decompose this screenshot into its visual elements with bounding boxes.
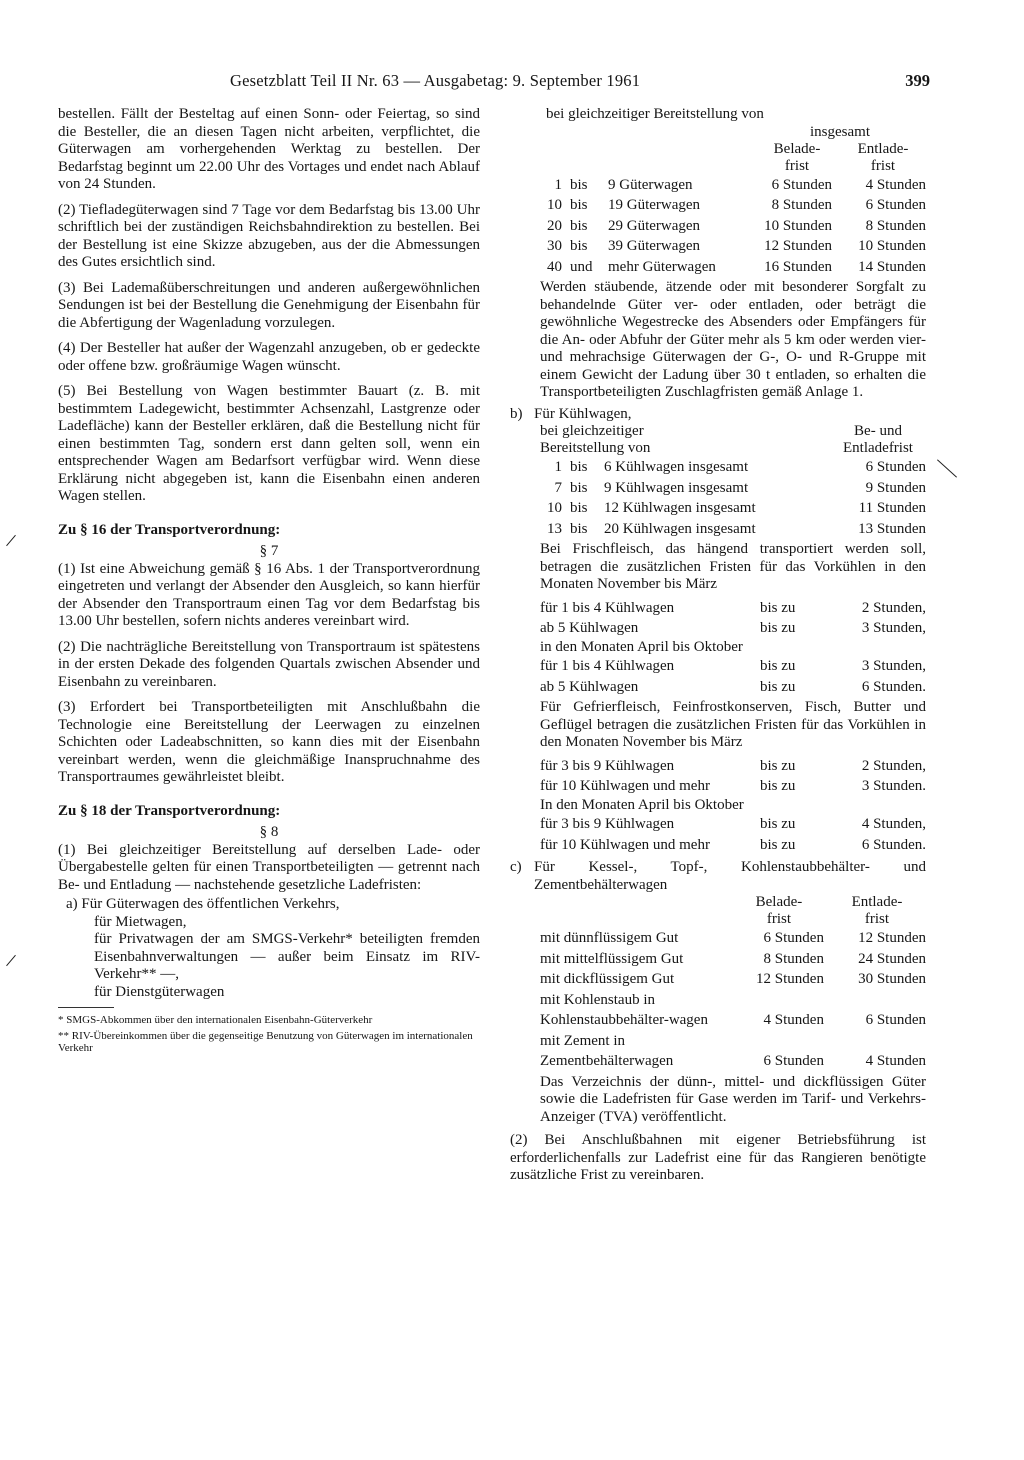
table-b-row — [540, 457, 926, 478]
table-c-row — [540, 949, 926, 970]
cooling-wagons: für 3 bis 9 Kühlwagen — [540, 816, 675, 832]
table-b-conj: bis — [570, 459, 588, 475]
table-a-row — [540, 175, 926, 196]
section-b-rows-1 — [540, 598, 926, 639]
cooling-wagons: für 10 Kühlwagen und mehr — [540, 836, 710, 853]
table-c-head-c1b: frist — [766, 911, 792, 927]
table-a-row — [540, 195, 926, 216]
table-a-entlade: 14 Stunden — [858, 258, 926, 275]
table-a-entlade: 10 Stunden — [858, 238, 926, 254]
table-a-entlade: 8 Stunden — [865, 217, 926, 234]
table-b-conj: bis — [570, 500, 588, 516]
cooling-time-row — [540, 776, 926, 797]
table-c-belade: 6 Stunden — [763, 930, 824, 946]
header-title: Gesetzblatt Teil II Nr. 63 — Ausgabetag: 9. September 1961 — [230, 71, 641, 90]
table-c-goods: mit dünnflüssigem Gut — [540, 930, 679, 946]
cooling-wagons: für 10 Kühlwagen und mehr — [540, 778, 710, 794]
table-a-conj: und — [570, 258, 593, 275]
margin-mark-1 — [937, 459, 957, 477]
cooling-wagons: für 3 bis 9 Kühlwagen — [540, 757, 675, 774]
table-a-entlade: 6 Stunden — [865, 197, 926, 213]
cooling-upto: bis zu — [760, 757, 796, 774]
cooling-time-row — [540, 618, 926, 639]
paragraph-continuation: bestellen. Fällt der Besteltag auf einen Sonn- oder Feiertag, so sind die Besteller, die an diesen Tagen nicht arbeiten, verpflichtet, die Güterwagen am vorhergehenden Werktag zu bestellen. Der Bedarfstag beginnt um 22.00 Uhr des Vortages und endet nach Ablauf von 24 Stunden. — [58, 106, 480, 192]
table-a-from: 30 — [547, 238, 562, 254]
table-c-row — [540, 990, 926, 1031]
table-a — [540, 124, 926, 278]
table-c-belade: 4 Stunden — [763, 1012, 824, 1028]
table-c-entlade: 12 Stunden — [858, 930, 926, 946]
table-c-entlade: 6 Stunden — [865, 1012, 926, 1028]
paragraph-5: (5) Bei Bestellung von Wagen bestimmter Bauart (z. B. mit bestimmtem Ladegewicht, bestimmter Achsenzahl, Lastgrenze oder Ladefläche) kann der Besteller erklären, daß die Bestellung nicht für einen bestimmten Tag, sondern erst dann gelten soll, wenn ein entsprechender Wagen am Bedarfsort verfügbar wird. Wenn diese Erklärung nicht abgegeben ist, kann die Eisenbahn einen anderen Wagen stellen. — [58, 383, 480, 504]
section-c-text: Das Verzeichnis der dünn-, mittel- und dickflüssigen Güter sowie die Ladefristen für Gase werden im Tarif- und Verkehrs-Anzeiger (TVA) veröffentlicht. — [540, 1073, 926, 1125]
table-c-head-c2a: Entlade- — [851, 894, 903, 910]
table-b-head-right-2: Entladefrist — [843, 440, 913, 456]
section-b-text-3: Für Gefrierfleisch, Feinfrostkonserven, Fisch, Butter und Geflügel betragen die zusätzlichen Fristen für das Vorkühlen in den Monaten November bis März — [540, 699, 926, 750]
cooling-hours: 6 Stunden. — [861, 678, 926, 695]
footnote-rule — [58, 1007, 114, 1008]
heading-section-16: Zu § 16 der Transportverordnung: — [58, 521, 281, 538]
footnote-2: ** RIV-Übereinkommen über die gegenseitige Benutzung von Güterwagen im internationalen Verkehr — [58, 1029, 473, 1054]
table-a-from: 40 — [547, 258, 562, 275]
cooling-wagons: ab 5 Kühlwagen — [540, 678, 639, 695]
table-a-row — [540, 216, 926, 237]
section-7-title: § 7 — [259, 543, 279, 559]
cooling-wagons: für 1 bis 4 Kühlwagen — [540, 658, 675, 674]
table-b-from: 10 — [547, 500, 562, 516]
table-a-head-total: insgesamt — [810, 123, 870, 140]
table-b-head-left-2: Bereitstellung von — [540, 440, 651, 456]
table-a-belade: 12 Stunden — [764, 238, 832, 254]
section-b — [510, 406, 926, 856]
table-b-from: 1 — [554, 459, 562, 475]
table-a-from: 20 — [547, 217, 562, 234]
table-c-belade: 8 Stunden — [763, 950, 824, 967]
table-a-belade: 10 Stunden — [764, 217, 832, 234]
section-c-title: Für Kessel-, Topf-, Kohlenstaubbehälter- und Zementbehälterwagen — [534, 859, 926, 893]
table-c-goods: mit Kohlenstaub in Kohlenstaubbehälter-wagen — [540, 991, 708, 1028]
list-a-line-4: für Dienstgüterwagen — [94, 983, 225, 1000]
table-a-belade: 16 Stunden — [764, 258, 832, 275]
table-a-head-c1b: frist — [784, 157, 810, 174]
cooling-upto: bis zu — [760, 658, 796, 674]
table-a-count: mehr Güterwagen — [608, 258, 716, 275]
page-header — [230, 72, 930, 94]
table-c-entlade: 30 Stunden — [858, 971, 926, 987]
table-b-row — [540, 478, 926, 499]
table-c — [540, 894, 926, 1072]
table-b-head-right-1: Be- und — [854, 423, 902, 439]
cooling-time-row — [540, 598, 926, 619]
table-c-goods: mit mittelflüssigem Gut — [540, 950, 684, 967]
cooling-hours: 3 Stunden, — [861, 620, 926, 636]
table-b-frist: 13 Stunden — [858, 520, 926, 537]
table-c-row — [540, 969, 926, 990]
table-b-conj: bis — [570, 479, 588, 496]
margin-mark-3 — [6, 955, 16, 966]
table-c-entlade: 24 Stunden — [858, 950, 926, 967]
cooling-upto: bis zu — [760, 816, 796, 832]
cooling-upto: bis zu — [760, 599, 796, 616]
table-b-header — [540, 423, 926, 457]
section-c-label: c) — [510, 859, 522, 875]
cooling-upto: bis zu — [760, 620, 796, 636]
table-b-from: 13 — [547, 520, 562, 537]
cooling-upto: bis zu — [760, 678, 796, 695]
table-a-from: 1 — [554, 176, 562, 193]
section-b-rows-3 — [540, 756, 926, 797]
section-b-label: b) — [510, 405, 523, 422]
table-a-header — [540, 141, 926, 175]
cooling-hours: 4 Stunden, — [861, 816, 926, 832]
table-c-belade: 6 Stunden — [763, 1053, 824, 1069]
paragraph-3: (3) Bei Lademaßüberschreitungen und anderen außergewöhnlichen Sendungen ist bei der Bestellung die Genehmigung der Eisenbahn für die Abfertigung der Wagenladung vorzulegen. — [58, 279, 480, 331]
cooling-hours: 2 Stunden, — [861, 757, 926, 774]
table-a-count: 39 Güterwagen — [608, 238, 701, 254]
table-c-head-c1a: Belade- — [755, 894, 803, 910]
table-a-header-top — [540, 124, 926, 141]
list-a-line-2: für Mietwagen, — [94, 913, 187, 930]
list-a-line-3: für Privatwagen der am SMGS-Verkehr* beteiligten fremden Eisenbahnverwaltungen — außer beim Einsatz im RIV-Verkehr** —, — [94, 931, 480, 982]
table-c-goods: mit Zement in Zementbehälterwagen — [540, 1032, 674, 1069]
list-a — [66, 896, 480, 1001]
table-b-frist: 11 Stunden — [858, 500, 926, 516]
section-7-paragraph-3: (3) Erfordert bei Transportbeteiligten mit Anschlußbahn die Technologie eine Bereitstellung der Leerwagen zu einzelnen Schichten oder Ladeabschnitten, so kann dies mit der Eisenbahn vereinbart werden, wenn die gleichmäßige Inanspruchnahme des Transportraumes gewährleistet bleibt. — [58, 699, 480, 785]
cooling-wagons: ab 5 Kühlwagen — [540, 620, 639, 636]
table-a-head-c1a: Belade- — [773, 140, 821, 157]
cooling-upto: bis zu — [760, 778, 796, 794]
table-a-row — [540, 236, 926, 257]
table-c-header — [540, 894, 926, 928]
table-c-row — [540, 928, 926, 949]
cooling-wagons: für 1 bis 4 Kühlwagen — [540, 599, 675, 616]
cooling-hours: 3 Stunden. — [861, 778, 926, 794]
table-b — [540, 423, 926, 539]
section-c — [510, 859, 926, 1126]
section-7-paragraph-2: (2) Die nachträgliche Bereitstellung von Transportraum ist spätestens in der ersten Dekade des folgenden Quartals zwischen Absender und Eisenbahn zu vereinbaren. — [58, 638, 480, 690]
cooling-hours: 2 Stunden, — [861, 599, 926, 616]
cooling-time-row — [540, 656, 926, 677]
table-a-from: 10 — [547, 197, 562, 213]
table-c-row — [540, 1031, 926, 1072]
table-a-belade: 8 Stunden — [771, 197, 832, 213]
table-c-belade: 12 Stunden — [756, 971, 824, 987]
cooling-time-row — [540, 835, 926, 856]
table-a-conj: bis — [570, 217, 588, 234]
table-b-desc: 6 Kühlwagen insgesamt — [604, 459, 749, 475]
heading-section-18: Zu § 18 der Transportverordnung: — [58, 802, 281, 819]
table-b-desc: 12 Kühlwagen insgesamt — [604, 500, 756, 516]
section-7-paragraph-1: (1) Ist eine Abweichung gemäß § 16 Abs. 1 der Transportverordnung eingetreten und verlangt der Absender den Ausgleich, so kann hierfür der Absender den Transportraum einen Tag vor dem Bedarfstag bis 13.00 Uhr bestellen, sofern nichts anderes vereinbart wird. — [58, 560, 480, 629]
table-a-count: 19 Güterwagen — [608, 197, 701, 213]
left-column — [58, 106, 480, 1058]
cooling-hours: 3 Stunden, — [861, 658, 926, 674]
section-b-text-1: Bei Frischfleisch, das hängend transportiert werden soll, betragen die zusätzlichen Fristen für das Vorkühlen in den Monaten November bis März — [540, 541, 926, 592]
table-a-count: 9 Güterwagen — [608, 176, 693, 193]
table-c-entlade: 4 Stunden — [865, 1053, 926, 1069]
table-b-head-left-1: bei gleichzeitiger — [540, 423, 644, 439]
table-b-from: 7 — [554, 479, 562, 496]
table-a-conj: bis — [570, 176, 588, 193]
section-8-paragraph-2: (2) Bei Anschlußbahnen mit eigener Betriebsführung ist erforderlichenfalls zur Ladefrist eine für das Rangieren benötigte zusätzliche Frist zu vereinbaren. — [510, 1132, 926, 1183]
table-a-belade: 6 Stunden — [771, 176, 832, 193]
table-a-conj: bis — [570, 197, 588, 213]
table-a-conj: bis — [570, 238, 588, 254]
section-8-paragraph-1: (1) Bei gleichzeitiger Bereitstellung auf derselben Lade- oder Übergabestelle gelten für einen Transportbeteiligten — getrennt nach Be- und Entladung — nachstehende gesetzliche Ladefristen: — [58, 841, 480, 893]
paragraph-4: (4) Der Besteller hat außer der Wagenzahl anzugeben, ob er gedeckte oder offene bzw. großräumige Wagen wünscht. — [58, 340, 480, 374]
cooling-upto: bis zu — [760, 836, 796, 853]
table-a-row — [540, 257, 926, 278]
page-number: 399 — [905, 71, 930, 90]
footnote-1: * SMGS-Abkommen über den internationalen Eisenbahn-Güterverkehr — [58, 1014, 373, 1026]
cooling-time-row — [540, 756, 926, 777]
table-b-desc: 9 Kühlwagen insgesamt — [604, 479, 749, 496]
section-b-text-4: In den Monaten April bis Oktober — [540, 796, 744, 813]
table-b-frist: 9 Stunden — [865, 479, 926, 496]
table-a-count: 29 Güterwagen — [608, 217, 701, 234]
cooling-time-row — [540, 677, 926, 698]
table-c-head-c2b: frist — [864, 911, 890, 927]
table-b-desc: 20 Kühlwagen insgesamt — [604, 520, 756, 537]
table-a-note: Werden stäubende, ätzende oder mit besonderer Sorgfalt zu behandelnde Güter ver- oder entladen, oder beträgt die gewöhnliche Wegestrecke des Absenders oder Empfängers für die An- oder Abfuhr der Güter mehr als 5 km oder werden vier- und mehrachsige Güterwagen der G-, O- und R-Gruppe mit einem Gewicht der Ladung über 30 t entladen, so erhalten die Transportbeteiligten Zuschlagfristen gemäß Anlage 1. — [540, 279, 926, 400]
table-c-goods: mit dickflüssigem Gut — [540, 971, 675, 987]
table-b-conj: bis — [570, 520, 588, 537]
section-8-title: § 8 — [259, 824, 279, 840]
margin-mark-2 — [6, 535, 16, 546]
paragraph-2: (2) Tiefladegüterwagen sind 7 Tage vor dem Bedarfstag bis 13.00 Uhr schriftlich bei der zuständigen Reichsbahndirektion zu bestellen. Bei der Bestellung ist eine Skizze abzugeben, aus der die Abmessungen des Gutes ersichtlich sind. — [58, 201, 480, 270]
table-b-frist: 6 Stunden — [865, 459, 926, 475]
section-b-title: Für Kühlwagen, — [534, 405, 632, 422]
table-a-entlade: 4 Stunden — [865, 176, 926, 193]
section-b-text-2: in den Monaten April bis Oktober — [540, 638, 743, 655]
cooling-hours: 6 Stunden. — [861, 836, 926, 853]
table-a-head-c2b: frist — [870, 157, 896, 174]
section-b-rows-4 — [540, 814, 926, 855]
list-a-line-1: a) Für Güterwagen des öffentlichen Verkehrs, — [66, 896, 340, 912]
cooling-time-row — [540, 814, 926, 835]
table-a-intro: bei gleichzeitiger Bereitstellung von — [546, 106, 764, 122]
right-column — [510, 106, 926, 1193]
section-b-rows-2 — [540, 656, 926, 697]
table-a-head-c2a: Entlade- — [857, 140, 909, 157]
table-b-row — [540, 498, 926, 519]
table-b-row — [540, 519, 926, 540]
